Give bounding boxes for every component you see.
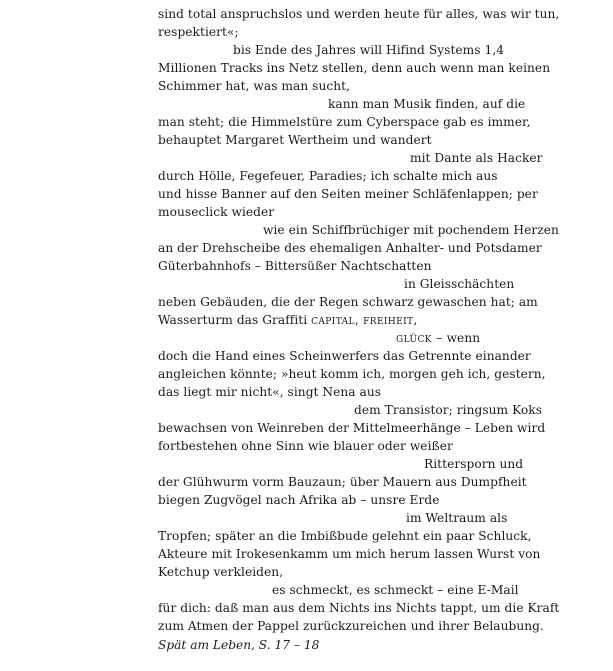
poem-line: im Weltraum als <box>406 511 508 525</box>
poem-line: mouseclick wieder <box>158 205 275 219</box>
poem-line: Ketchup verkleiden, <box>158 565 284 579</box>
poem-line: es schmeckt, es schmeckt – eine E-Mail <box>272 583 519 597</box>
poem-line: doch die Hand eines Scheinwerfers das Getrennte einander <box>158 349 531 363</box>
poem-line: behauptet Margaret Wertheim und wandert <box>158 133 432 147</box>
poem-line: Rittersporn und <box>424 457 524 471</box>
poem-line: Millionen Tracks ins Netz stellen, denn auch wenn man keinen <box>158 61 551 75</box>
poem-line: man steht; die Himmelstüre zum Cyberspace gab es immer, <box>158 115 531 129</box>
poem-line: in Gleisschächten <box>404 277 515 291</box>
poem-line: biegen Zugvögel nach Afrika ab – unsre Erde <box>158 493 440 507</box>
small-caps-glueck: glück – <box>396 331 443 345</box>
poem-line: mit Dante als Hacker <box>410 151 543 165</box>
source-caption: Spät am Leben, S. 17 – 18 <box>158 638 320 652</box>
small-caps-capital: capital, <box>311 313 360 327</box>
poem-line: dem Transistor; ringsum Koks <box>354 403 543 417</box>
poem-line-text: Wasserturm das Graffiti <box>158 313 308 327</box>
poem-line-text: wenn <box>446 331 481 345</box>
poem-line: Schimmer hat, was man sucht, <box>158 79 351 93</box>
poem-line: durch Hölle, Fegefeuer, Paradies; ich schalte mich aus <box>158 169 498 183</box>
poem-line: der Glühwurm vorm Bauzaun; über Mauern aus Dumpfheit <box>158 475 527 489</box>
poem-line: Güterbahnhofs – Bittersüßer Nachtschatten <box>158 259 432 273</box>
poem-line: fortbestehen ohne Sinn wie blauer oder weißer <box>158 439 453 453</box>
small-caps-freiheit: freiheit, <box>363 313 418 327</box>
poem-line: und hisse Banner auf den Seiten meiner Schläfenlappen; per <box>158 187 538 201</box>
poem-line: angleichen könnte; »heut komm ich, morgen geh ich, gestern, <box>158 367 546 381</box>
poem-line: Akteure mit Irokesenkamm um mich herum lassen Wurst von <box>158 547 541 561</box>
poem-line: Tropfen; später an die Imbißbude gelehnt ein paar Schluck, <box>158 529 532 543</box>
poem-line: zum Atmen der Pappel zurückzureichen und ihrer Belaubung. <box>158 619 544 633</box>
poem-line: an der Drehscheibe des ehemaligen Anhalter- und Potsdamer <box>158 241 542 255</box>
poem-line: respektiert«; <box>158 25 239 39</box>
poem-line: bewachsen von Weinreben der Mittelmeerhänge – Leben wird <box>158 421 546 435</box>
poem-line <box>396 330 480 348</box>
poem-line: neben Gebäuden, die der Regen schwarz gewaschen hat; am <box>158 295 538 309</box>
poem-line <box>158 312 418 330</box>
poem-line: wie ein Schiffbrüchiger mit pochendem Herzen <box>263 223 559 237</box>
poem-line: für dich: daß man aus dem Nichts ins Nichts tappt, um die Kraft <box>158 601 560 615</box>
poem-line: bis Ende des Jahres will Hifind Systems 1,4 <box>233 43 505 57</box>
poem-line: kann man Musik finden, auf die <box>328 97 526 111</box>
poem-line: sind total anspruchslos und werden heute für alles, was wir tun, <box>158 7 560 21</box>
poem-line: das liegt mir nicht«, singt Nena aus <box>158 385 382 399</box>
